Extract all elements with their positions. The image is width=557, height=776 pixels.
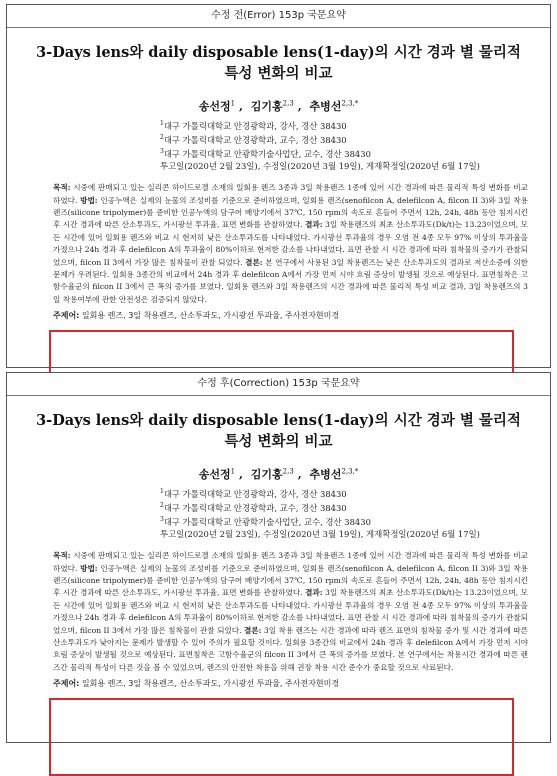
author-name: 김기홍 (250, 100, 283, 113)
abstract (53, 182, 528, 306)
purpose-text: 시중에 판매되고 있는 실리콘 하이드로겔 소재의 일회용 렌즈 3종과 3일 착용렌즈 1종에 있어 시간 경과에 따른 물리적 특성 변화를 비교하였다. (53, 551, 528, 573)
keywords (53, 678, 528, 690)
author-affil-mark: 1 (230, 99, 236, 108)
paper-title: 3-Days lens와 daily disposable lens(1-day)의 시간 경과 별 물리적 특성 변화의 비교 (36, 44, 521, 82)
purpose-text: 시중에 판매되고 있는 실리콘 하이드로겔 소재의 일회용 렌즈 3종과 3일 착용렌즈 1종에 있어 시간 경과에 따른 물리적 특성 변화를 비교하였다. (53, 183, 528, 205)
author-name: 송선정 (198, 100, 231, 113)
panel-header-after: 수정 후(Correction) 153p 국문요약 (7, 373, 550, 396)
affiliation-list (160, 118, 550, 172)
result-label: 결과: (305, 220, 323, 230)
affiliation: $^2$대구 가톨릭대학교 안경광학과, 교수, 경산 38430 (160, 502, 347, 513)
keywords (53, 310, 528, 322)
keywords-label: 주제어: (53, 679, 80, 689)
panel-header-before: 수정 전(Error) 153p 국문요약 (7, 5, 550, 28)
conclusion-label: 결론: (243, 625, 262, 635)
submission-dates: 투고일(2020년 2월 23일), 수정일(2020년 3월 19일), 게재확정일(2020년 6월 17일) (160, 161, 480, 171)
affiliation: $^1$대구 가톨릭대학교 안경광학과, 강사, 경산 38430 (160, 120, 347, 131)
submission-dates: 투고일(2020년 2월 23일), 수정일(2020년 3월 19일), 게재확정일(2020년 6월 17일) (160, 529, 480, 539)
author-list: 송선정$^1$ , 김기홍$^{2,3}$ , 추병선$^{2,3,*}$ (198, 467, 359, 481)
author-name: 송선정 (198, 468, 231, 481)
affiliation: $^3$대구 가톨릭대학교 안광학기술사업단, 교수, 경산 38430 (160, 516, 371, 527)
keywords-label: 주제어: (53, 311, 80, 321)
author-affil-mark: 2,3 (282, 99, 294, 108)
result-label: 결과: (305, 588, 323, 598)
conclusion-text: 본 연구에서 사용된 3일 착용렌즈는 낮은 산소투과도의 결과로 저산소증에 의한 문제가 우려된다. 일회용 3종간의 비교에서 24h 경과 후 delefilcon A에서 가장 먼저 시야 흐림 증상이 발생될 것으로 예상된다. 표면침착은 고함수율군의 filcon II 3에서 큰 폭의 증가를 보였다. 일회용 렌즈와 3일 착용렌즈의 시간 경과에 따른 물리적 특성 비교 결과, 3일 착용렌즈의 3일 착용여부에 관한 안전성은 검증되지 않았다. (53, 257, 528, 304)
before-correction-panel (6, 4, 551, 368)
method-text: 인공누액은 실제의 눈물의 조성비를 기준으로 준비하였으며, 일회용 렌즈(senofilcon A, delefilcon A, filcon II 3)와 3일 착용렌즈(silicone tripolymer)를 준비한 인공누액의 담구어 배양기에서 37℃, 150 rpm의 속도로 흔들어 주면서 12h, 24h, 48h 동안 침지시킨 후 시간 경과에 따른 산소투과도, 가시광선 투과율, 표면 변화를 관찰하였다. (53, 563, 528, 598)
purpose-label: 목적: (53, 551, 71, 561)
affiliation: $^1$대구 가톨릭대학교 안경광학과, 강사, 경산 38430 (160, 488, 347, 499)
purpose-label: 목적: (53, 183, 71, 193)
author-name: 김기홍 (250, 468, 283, 481)
author-list: 송선정$^1$ , 김기홍$^{2,3}$ , 추병선$^{2,3,*}$ (198, 99, 359, 113)
author-affil-mark: 2,3,* (341, 99, 359, 108)
abstract (53, 550, 528, 674)
affiliation: $^3$대구 가톨릭대학교 안광학기술사업단, 교수, 경산 38430 (160, 148, 371, 159)
method-label: 방법: (80, 563, 98, 573)
paper-title: 3-Days lens와 daily disposable lens(1-day)의 시간 경과 별 물리적 특성 변화의 비교 (36, 412, 521, 450)
author-affil-mark: 1 (230, 467, 236, 476)
after-correction-panel (6, 372, 551, 743)
affiliation-list (160, 486, 550, 540)
author-affil-mark: 2,3,* (341, 467, 359, 476)
conclusion-text: 3일 착용 렌즈는 시간 경과에 따라 렌즈 표면의 침착물 증가 및 시간 경과에 따른 산소투과도가 낮아지는 문제가 발생할 수 있어 주의가 필요할 것이다. 일회용 3종간의 비교에서 24h 경과 후 delefilcon A에서 가장 먼저 시야 흐림 증상이 발생될 것으로 예상된다. 표면침착은 고함수율군의 filcon II 3에서 큰 폭의 증가를 보였다. 본 연구에서는 착용시간 경과에 따른 렌즈간 물리적 특성이 다른 것을 볼 수 있었으며, 렌즈의 안전한 착용을 위해 권장 착용 시간 준수가 중요할 것으로 사료된다. (53, 625, 528, 672)
method-text: 인공누액은 실제의 눈물의 조성비를 기준으로 준비하였으며, 일회용 렌즈(senofilcon A, delefilcon A, filcon II 3)와 3일 착용렌즈(silicone tripolymer)를 준비한 인공누액의 담구어 배양기에서 37℃, 150 rpm의 속도로 흔들어 주면서 12h, 24h, 48h 동안 침지시킨 후 시간 경과에 따른 산소투과도, 가시광선 투과율, 표면 변화를 관찰하였다. (53, 195, 528, 230)
affiliation: $^2$대구 가톨릭대학교 안경광학과, 교수, 경산 38430 (160, 134, 347, 145)
correction-highlight-box (49, 698, 514, 776)
author-name: 추병선 (309, 468, 342, 481)
author-name: 추병선 (309, 100, 342, 113)
conclusion-label: 결론: (245, 257, 263, 267)
result-text: 3일 착용렌즈의 최초 산소투과도(Dk/t)는 13.23이었으며, 모든 시간에 있어 일회용 렌즈와 비교 시 현저히 낮은 산소투과도를 나타내었다. 가시광선 투과율의 경우 오염 전 4종 모두 97% 이상의 투과율을 가졌으나 24h 경과 후 delefilcon A의 투과율이 80%이하로 현저한 감소를 나타내었다. 표면 관찰 시 시간 경과에 따라 침착물의 증가가 관찰되었으며, filcon II 3에서 가장 많은 침착물이 관찰 되었다. (53, 588, 528, 635)
method-label: 방법: (80, 195, 98, 205)
keywords-text: 일회용 렌즈, 3일 착용렌즈, 산소투과도, 가시광선 투과율, 주사전자현미경 (79, 311, 340, 321)
result-text: 3일 착용렌즈의 최초 산소투과도(Dk/t)는 13.23이었으며, 모든 시간에 있어 일회용 렌즈와 비교 시 현저히 낮은 산소투과도를 나타내었다. 가시광선 투과율의 경우 오염 전 4종 모두 97% 이상의 투과율을 가졌으나 24h 경과 후 delefilcon A의 투과율이 80%이하로 현저한 감소를 나타내었다. 표면 관찰 시 시간 경과에 따라 침착물의 증가가 관찰되었으며, filcon II 3에서 가장 많은 침착물이 관찰 되었다. (53, 220, 528, 267)
keywords-text: 일회용 렌즈, 3일 착용렌즈, 산소투과도, 가시광선 투과율, 주사전자현미경 (79, 679, 340, 689)
author-affil-mark: 2,3 (282, 467, 294, 476)
